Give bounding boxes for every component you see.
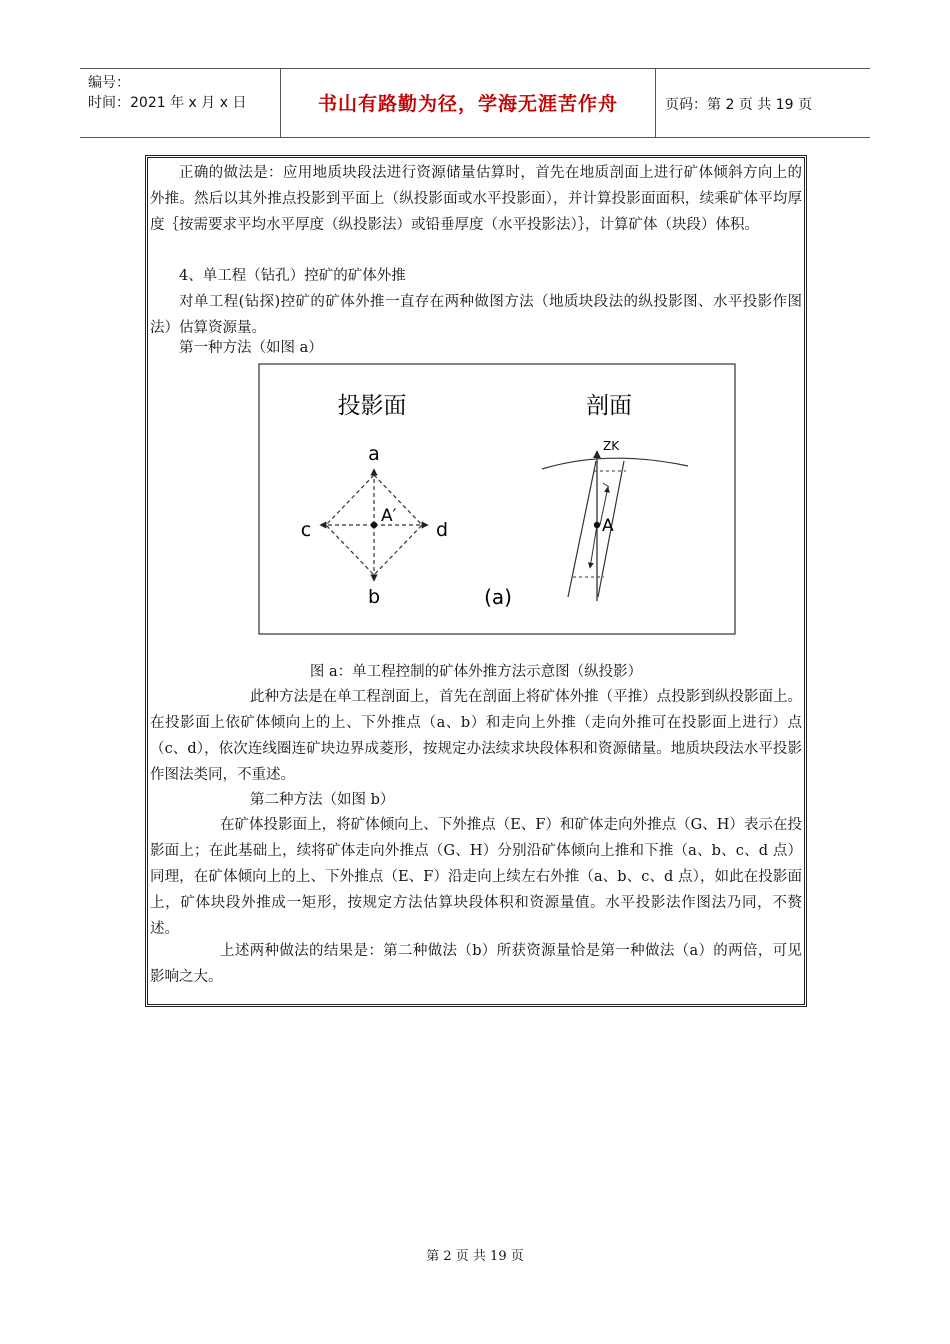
method-one-heading: 第一种方法（如图 a） <box>179 340 323 356</box>
label-a-prime: A′ <box>381 506 397 526</box>
dip-arrow-down <box>590 525 597 568</box>
figure-caption: 图 a：单工程控制的矿体外推方法示意图（纵投影） <box>309 664 643 680</box>
projection-title: 投影面 <box>337 393 407 419</box>
point-a <box>594 522 600 528</box>
method-two-heading: 第二种方法（如图 b） <box>250 792 395 808</box>
section-title: 剖面 <box>586 393 632 419</box>
projection-rhombus <box>320 469 428 581</box>
label-a: a <box>368 443 380 465</box>
label-b: b <box>367 586 381 608</box>
paragraph-intro: 对单工程(钻探)控矿的矿体外推一直存在两种做图方法（地质块段法的纵投影图、水平投影作图法）估算资源量。 <box>150 294 802 336</box>
header-motto: 书山有路勤为径，学海无涯苦作舟 <box>317 93 618 115</box>
label-d: d <box>435 519 449 541</box>
figure-a-diagram <box>258 363 736 635</box>
time-label: 时间：2021 年 x 月 x 日 <box>88 95 247 111</box>
paragraph-method-two: 在矿体投影面上，将矿体倾向上、下外推点（E、F）和矿体走向外推点（G、H）表示在投影面上；在此基础上，续将矿体走向外推点（G、H）分别沿矿体倾向上推和下推（a、b、c、d 点）同理，在矿体倾向上的上、下外推点（E、F）沿走向上续左右外推（a、b、c、d 点），如此在投影面上，矿体块段外推成一矩形，按规定方法估算块段体积和资源量值。水平投影法作图法乃同，不赘述。 <box>150 817 802 937</box>
paragraph-correct-method: 正确的做法是：应用地质块段法进行资源储量估算时，首先在地质剖面上进行矿体倾斜方向上的外推。然后以其外推点投影到平面上（纵投影面或水平投影面），并计算投影面面积，续乘矿体平均厚度｛按需要求平均水平厚度（纵投影法）或铅垂厚度（水平投影法）｝，计算矿体（块段）体积。 <box>150 165 802 233</box>
paragraph-conclusion: 上述两种做法的结果是：第二种做法（b）所获资源量恰是第一种做法（a）的两倍，可见影响之大。 <box>150 943 802 985</box>
ground-surface-line <box>542 458 688 469</box>
header-divider <box>655 69 656 137</box>
label-c: c <box>300 519 312 541</box>
section-heading: 4、单工程（钻孔）控矿的矿体外推 <box>179 268 406 284</box>
figure-label: (a) <box>484 585 512 609</box>
header-page-info: 页码：第 2 页 共 19 页 <box>665 97 812 113</box>
label-zk: ZK <box>603 439 620 453</box>
paragraph-method-one: 此种方法是在单工程剖面上，首先在剖面上将矿体外推（平推）点投影到纵投影面上。在投影面上依矿体倾向上的上、下外推点（a、b）和走向上外推（走向外推可在投影面上进行）点（c、d），依次连线圈连矿块边界成菱形，按规定办法续求块段体积和资源储量。地质块段法水平投影作图法类同，不重述。 <box>150 689 802 783</box>
point-a-prime <box>371 522 377 528</box>
orebody-tick <box>603 483 609 487</box>
number-label: 编号： <box>88 75 130 91</box>
page-footer: 第 2 页 共 19 页 <box>426 1249 524 1264</box>
page-header <box>80 68 870 138</box>
label-A: A <box>602 516 614 536</box>
header-meta <box>88 73 246 113</box>
